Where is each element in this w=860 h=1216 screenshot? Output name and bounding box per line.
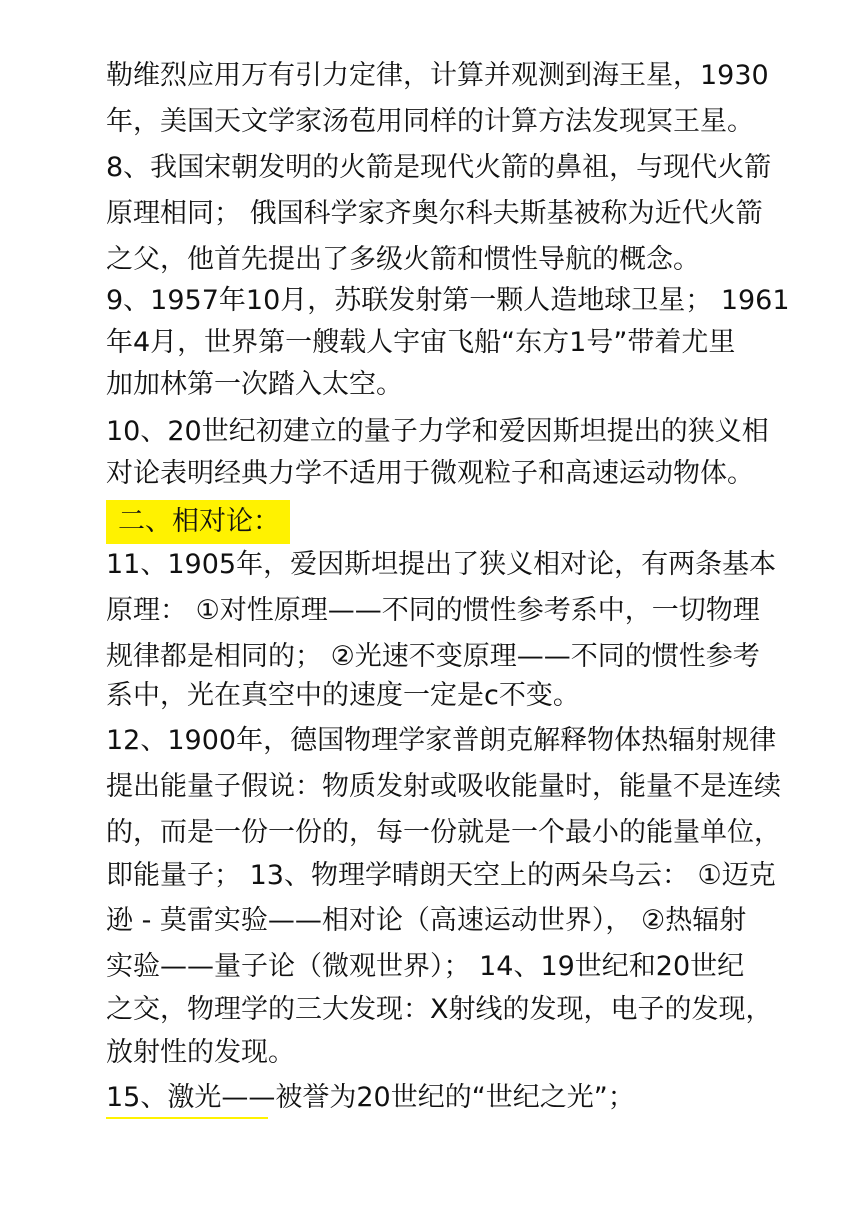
paragraph-line: 年，美国天文学家汤苞用同样的计算方法发现冥王星。 <box>106 106 754 137</box>
paragraph-line: 系中，光在真空中的速度一定是c不变。 <box>106 680 580 711</box>
paragraph-line: 9、1957年10月，苏联发射第一颗人造地球卫星； 1961 <box>106 285 790 316</box>
paragraph-line: 勒维烈应用万有引力定律，计算并观测到海王星，1930 <box>106 60 769 91</box>
paragraph-line: 即能量子； 13、物理学晴朗天空上的两朵乌云： ①迈克 <box>106 860 776 891</box>
paragraph-line: 规律都是相同的； ②光速不变原理——不同的惯性参考 <box>106 641 760 672</box>
paragraph-line: 加加林第一次踏入太空。 <box>106 369 403 400</box>
highlight-underline <box>106 1117 268 1119</box>
paragraph-line: 实验——量子论（微观世界）； 14、19世纪和20世纪 <box>106 951 745 982</box>
paragraph-line: 放射性的发现。 <box>106 1037 295 1068</box>
paragraph-line: 8、我国宋朝发明的火箭是现代火箭的鼻祖，与现代火箭 <box>106 152 772 183</box>
paragraph-line: 12、1900年，德国物理学家普朗克解释物体热辐射规律 <box>106 725 777 756</box>
paragraph-line: 提出能量子假说：物质发射或吸收能量时，能量不是连续 <box>106 771 781 802</box>
paragraph-line: 年4月，世界第一艘载人宇宙飞船“东方1号”带着尤里 <box>106 327 736 358</box>
paragraph-line: 逊 - 莫雷实验——相对论（高速运动世界）， ②热辐射 <box>106 905 747 936</box>
paragraph-line: 10、20世纪初建立的量子力学和爱因斯坦提出的狭义相 <box>106 416 769 447</box>
paragraph-line: 15、激光——被誉为20世纪的“世纪之光”； <box>106 1082 635 1113</box>
paragraph-line: 11、1905年，爱因斯坦提出了狭义相对论，有两条基本 <box>106 549 777 580</box>
paragraph-line: 之交，物理学的三大发现：X射线的发现，电子的发现， <box>106 994 773 1025</box>
paragraph-line: 对论表明经典力学不适用于微观粒子和高速运动物体。 <box>106 458 754 489</box>
paragraph-line: 原理相同； 俄国科学家齐奥尔科夫斯基被称为近代火箭 <box>106 198 763 229</box>
paragraph-line: 的，而是一份一份的，每一份就是一个最小的能量单位， <box>106 817 781 848</box>
paragraph-line: 原理： ①对性原理——不同的惯性参考系中，一切物理 <box>106 595 760 626</box>
section-heading-relativity: 二、相对论： <box>106 500 290 544</box>
paragraph-line: 之父，他首先提出了多级火箭和惯性导航的概念。 <box>106 244 700 275</box>
